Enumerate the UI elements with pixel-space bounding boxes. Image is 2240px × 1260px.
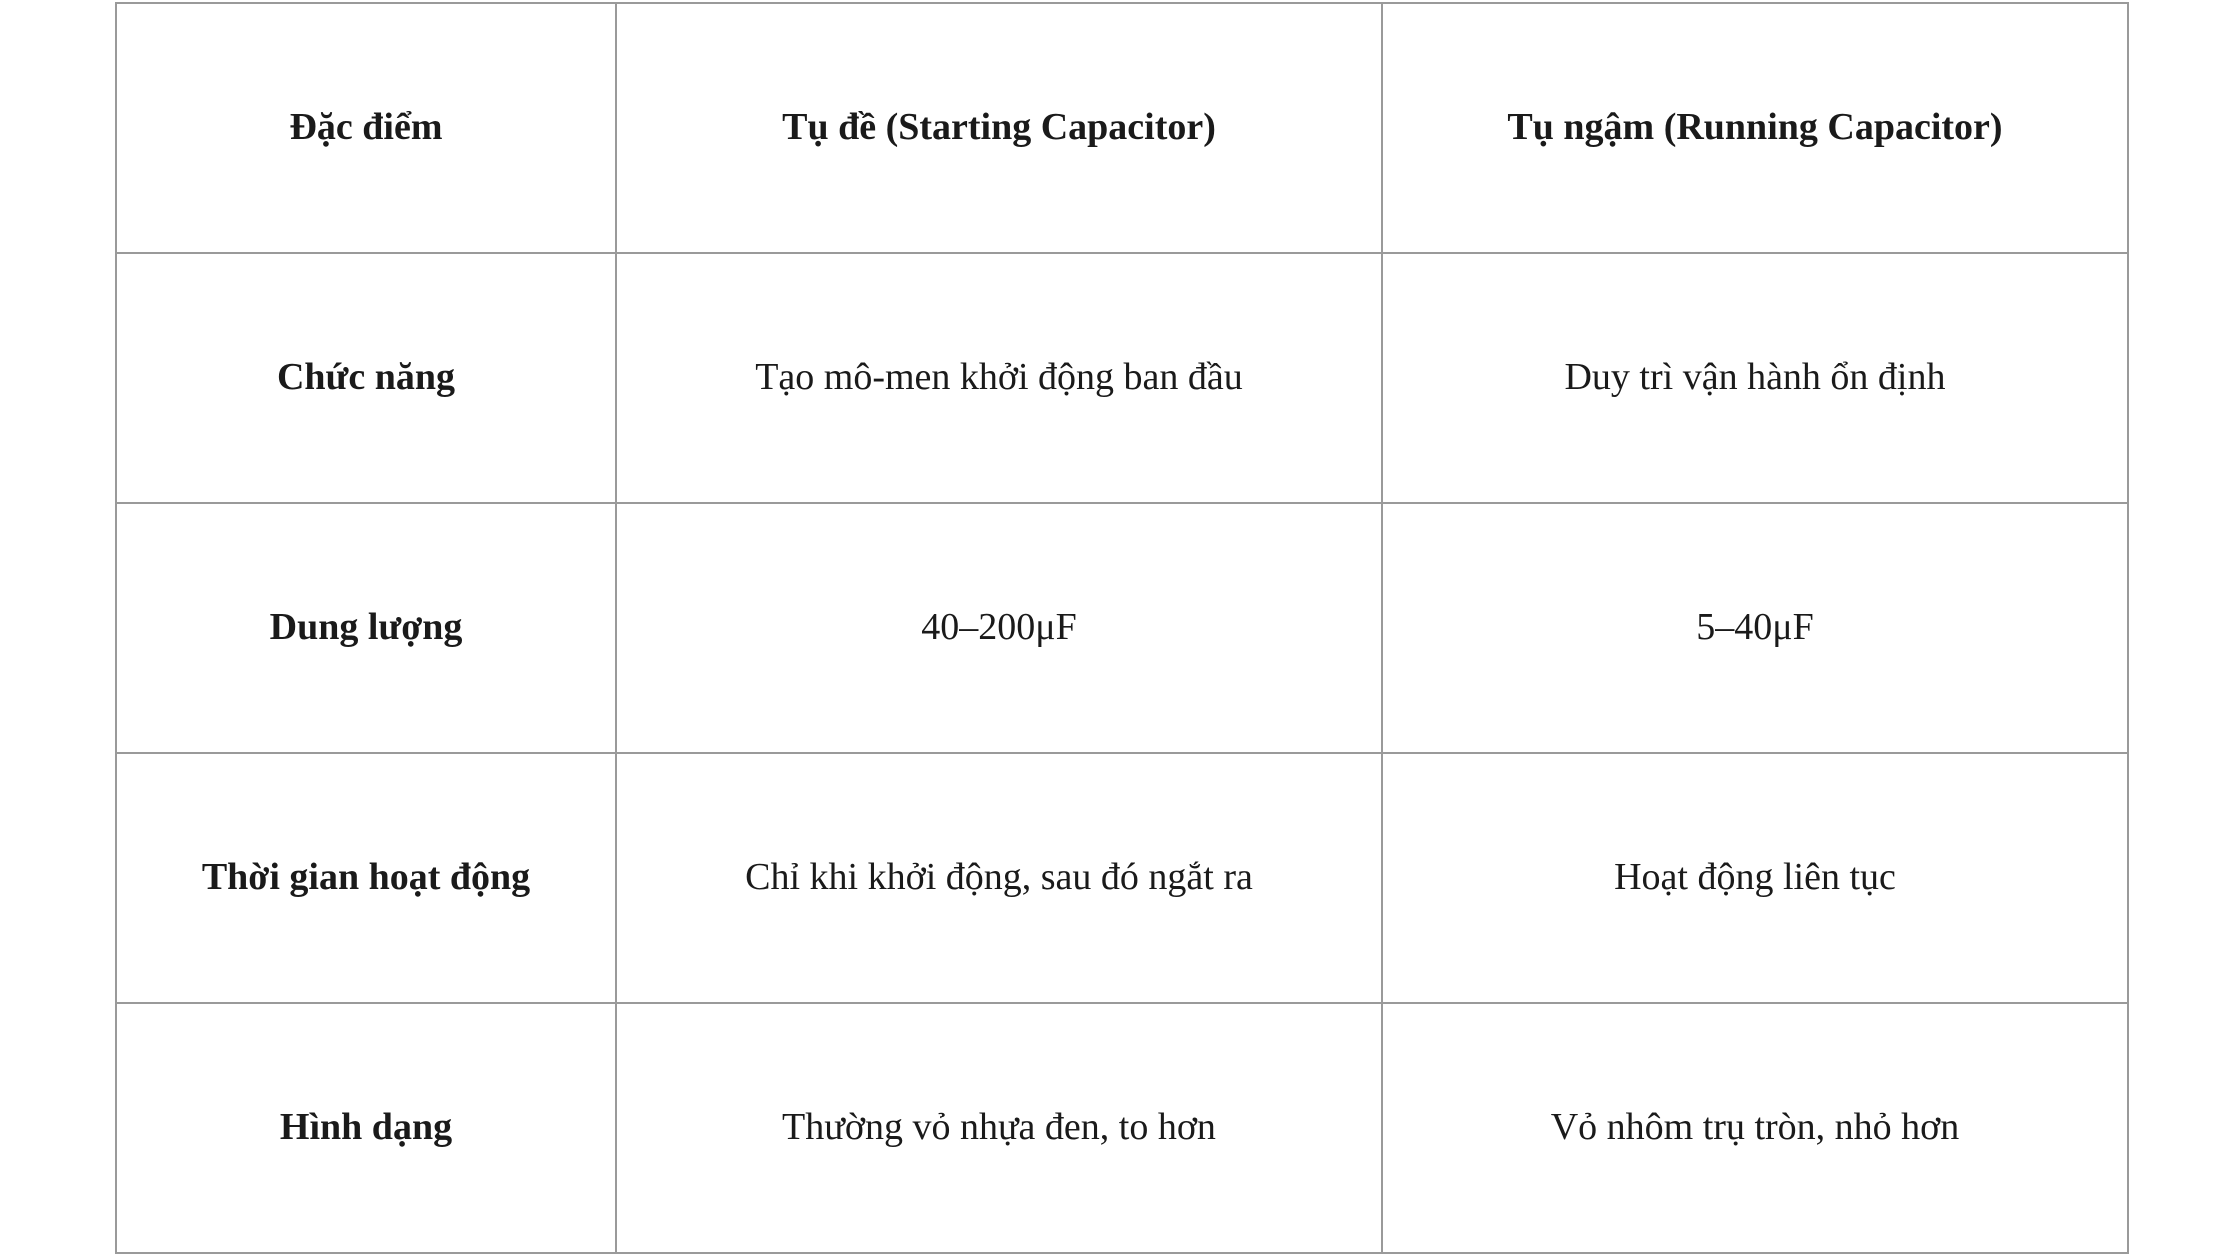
table-cell: Thường vỏ nhựa đen, to hơn xyxy=(616,1003,1382,1253)
table-cell: Tạo mô-men khởi động ban đầu xyxy=(616,253,1382,503)
table-header-row xyxy=(116,3,2128,253)
header-running-capacitor: Tụ ngậm (Running Capacitor) xyxy=(1382,3,2128,253)
capacitor-comparison-table xyxy=(115,2,2129,1254)
header-feature: Đặc điểm xyxy=(116,3,616,253)
table-cell: Chỉ khi khởi động, sau đó ngắt ra xyxy=(616,753,1382,1003)
table-row xyxy=(116,753,2128,1003)
table-row xyxy=(116,253,2128,503)
row-label-capacitance: Dung lượng xyxy=(116,503,616,753)
table-cell: 5–40μF xyxy=(1382,503,2128,753)
header-starting-capacitor: Tụ đề (Starting Capacitor) xyxy=(616,3,1382,253)
row-label-operating-time: Thời gian hoạt động xyxy=(116,753,616,1003)
comparison-table-container xyxy=(115,2,2127,1254)
table-row xyxy=(116,503,2128,753)
table-cell: 40–200μF xyxy=(616,503,1382,753)
row-label-shape: Hình dạng xyxy=(116,1003,616,1253)
row-label-function: Chức năng xyxy=(116,253,616,503)
table-cell: Duy trì vận hành ổn định xyxy=(1382,253,2128,503)
table-row xyxy=(116,1003,2128,1253)
table-cell: Hoạt động liên tục xyxy=(1382,753,2128,1003)
table-cell: Vỏ nhôm trụ tròn, nhỏ hơn xyxy=(1382,1003,2128,1253)
